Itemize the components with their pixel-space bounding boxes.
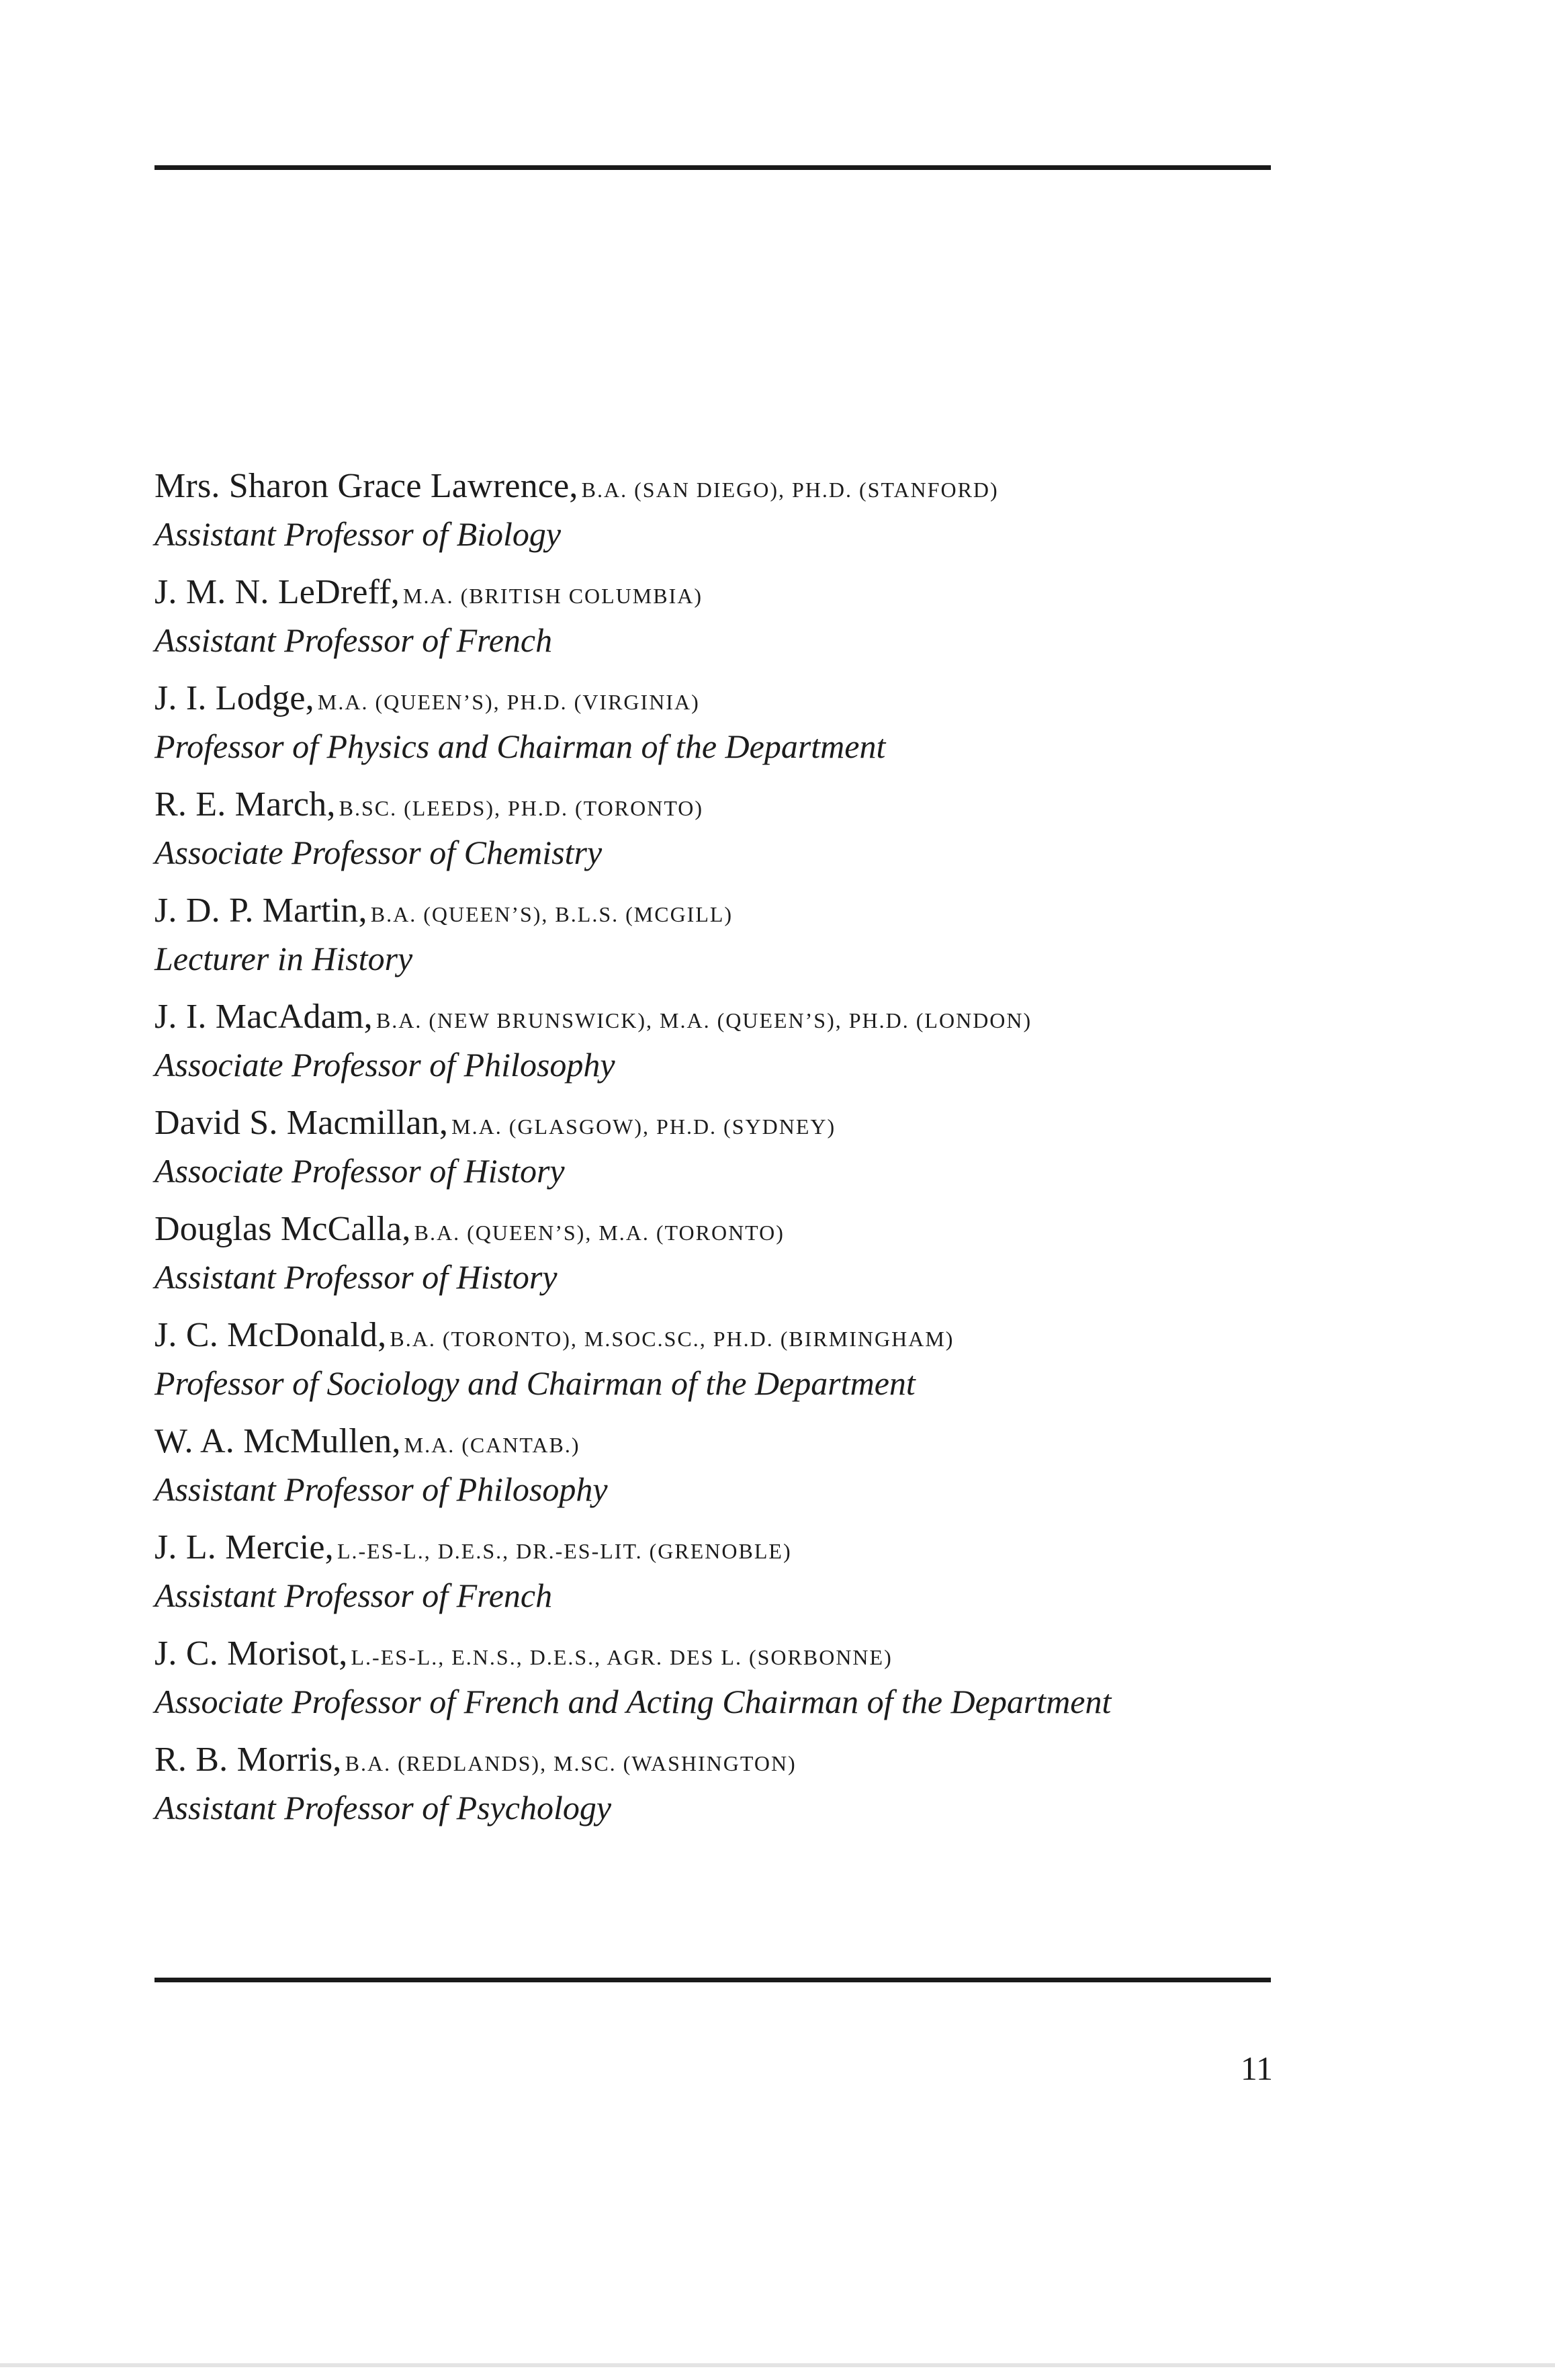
faculty-title: Associate Professor of Philosophy bbox=[154, 1046, 615, 1084]
faculty-entry bbox=[154, 778, 1296, 884]
faculty-title: Assistant Professor of Biology bbox=[154, 515, 562, 553]
faculty-title: Lecturer in History bbox=[154, 940, 413, 977]
faculty-entry bbox=[154, 1415, 1296, 1521]
bottom-rule bbox=[154, 1978, 1271, 1982]
page-number: 11 bbox=[1240, 2050, 1273, 2087]
faculty-title: Professor of Physics and Chairman of the Department bbox=[154, 728, 886, 765]
faculty-name: W. A. McMullen, bbox=[154, 1422, 401, 1460]
faculty-name: J. I. MacAdam, bbox=[154, 998, 373, 1036]
faculty-title: Professor of Sociology and Chairman of the Department bbox=[154, 1364, 916, 1402]
faculty-name: J. C. McDonald, bbox=[154, 1316, 387, 1354]
faculty-name: Douglas McCalla, bbox=[154, 1210, 411, 1248]
faculty-degrees: B.A. (TORONTO), M.SOC.SC., PH.D. (BIRMINGHAM) bbox=[390, 1327, 954, 1351]
faculty-entry bbox=[154, 1521, 1296, 1627]
faculty-entry bbox=[154, 1202, 1296, 1309]
faculty-degrees: M.A. (QUEEN’S), PH.D. (VIRGINIA) bbox=[317, 690, 700, 714]
faculty-title: Associate Professor of History bbox=[154, 1152, 565, 1190]
faculty-name: J. D. P. Martin, bbox=[154, 891, 367, 930]
faculty-degrees: L.-ES-L., E.N.S., D.E.S., AGR. DES L. (SORBONNE) bbox=[351, 1645, 893, 1669]
faculty-name: J. M. N. LeDreff, bbox=[154, 573, 400, 611]
faculty-title: Assistant Professor of French bbox=[154, 621, 553, 659]
faculty-title: Associate Professor of Chemistry bbox=[154, 834, 603, 871]
faculty-list bbox=[154, 459, 1296, 1839]
faculty-name: David S. Macmillan, bbox=[154, 1104, 449, 1142]
faculty-entry bbox=[154, 672, 1296, 778]
faculty-name: R. B. Morris, bbox=[154, 1740, 342, 1779]
top-rule bbox=[154, 165, 1271, 170]
faculty-degrees: M.A. (CANTAB.) bbox=[404, 1433, 580, 1457]
faculty-name: Mrs. Sharon Grace Lawrence, bbox=[154, 467, 578, 505]
faculty-entry bbox=[154, 1096, 1296, 1202]
faculty-degrees: B.A. (SAN DIEGO), PH.D. (STANFORD) bbox=[581, 478, 999, 502]
faculty-name: J. I. Lodge, bbox=[154, 679, 314, 717]
faculty-title: Assistant Professor of Psychology bbox=[154, 1789, 612, 1826]
faculty-entry bbox=[154, 884, 1296, 990]
faculty-entry bbox=[154, 459, 1296, 566]
faculty-entry bbox=[154, 566, 1296, 672]
faculty-entry bbox=[154, 990, 1296, 1096]
faculty-name: R. E. March, bbox=[154, 785, 336, 824]
faculty-degrees: B.A. (NEW BRUNSWICK), M.A. (QUEEN’S), PH.D. (LONDON) bbox=[375, 1008, 1032, 1032]
faculty-degrees: B.A. (QUEEN’S), M.A. (TORONTO) bbox=[414, 1221, 785, 1245]
faculty-degrees: B.SC. (LEEDS), PH.D. (TORONTO) bbox=[339, 796, 704, 820]
faculty-name: J. L. Mercie, bbox=[154, 1528, 334, 1567]
faculty-degrees: M.A. (BRITISH COLUMBIA) bbox=[403, 584, 703, 608]
faculty-title: Assistant Professor of Philosophy bbox=[154, 1470, 608, 1508]
faculty-title: Assistant Professor of French bbox=[154, 1577, 553, 1614]
faculty-degrees: B.A. (QUEEN’S), B.L.S. (MCGILL) bbox=[370, 902, 734, 926]
faculty-title: Associate Professor of French and Acting Chairman of the Department bbox=[154, 1683, 1112, 1720]
faculty-entry bbox=[154, 1733, 1296, 1839]
faculty-degrees: M.A. (GLASGOW), PH.D. (SYDNEY) bbox=[451, 1114, 836, 1139]
faculty-degrees: L.-ES-L., D.E.S., DR.-ES-LIT. (GRENOBLE) bbox=[337, 1539, 792, 1563]
faculty-entry bbox=[154, 1309, 1296, 1415]
scan-edge bbox=[0, 2363, 1555, 2367]
faculty-name: J. C. Morisot, bbox=[154, 1634, 348, 1673]
faculty-entry bbox=[154, 1627, 1296, 1733]
faculty-title: Assistant Professor of History bbox=[154, 1258, 558, 1296]
faculty-degrees: B.A. (REDLANDS), M.SC. (WASHINGTON) bbox=[345, 1751, 797, 1775]
